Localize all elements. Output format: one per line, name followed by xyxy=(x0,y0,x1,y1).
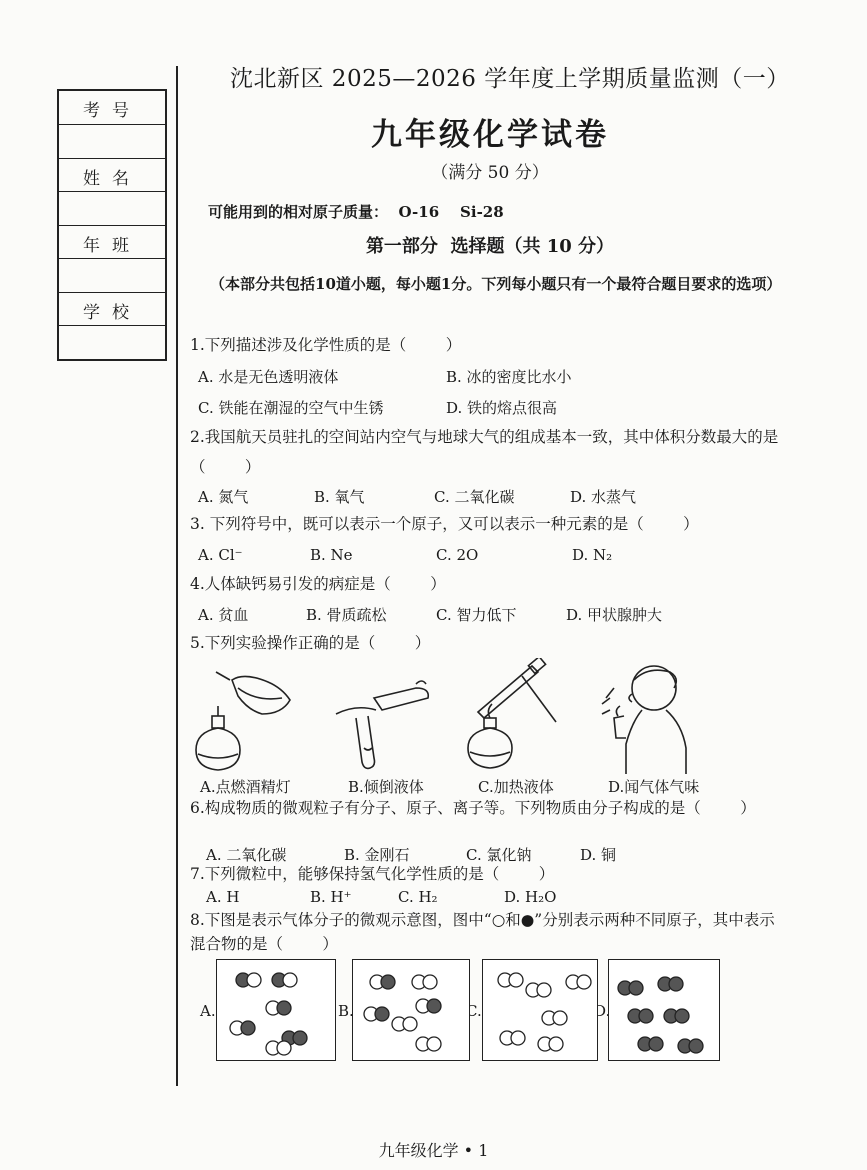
divider xyxy=(59,225,165,226)
question-stem: 2.我国航天员驻扎的空间站内空气与地球大气的组成基本一致，其中体积分数最大的是（ ） xyxy=(190,428,779,476)
molecule-panel-c xyxy=(482,959,598,1061)
figure-caption-a: A.点燃酒精灯 xyxy=(200,778,291,796)
lab-operation-figures xyxy=(186,658,706,776)
option-d: D. 铁的熔点很高 xyxy=(446,399,558,417)
option-a: A. H xyxy=(206,888,240,906)
page-footer: 九年级化学 • 1 xyxy=(378,1141,489,1160)
smelling-gas-figure xyxy=(602,666,686,774)
option-a: A. Cl⁻ xyxy=(198,546,243,564)
option-d: D. H₂O xyxy=(504,888,557,906)
figure-caption-b: B.倾倒液体 xyxy=(348,778,424,796)
figure-caption-c: C.加热液体 xyxy=(478,778,554,796)
atomic-mass-note: 可能用到的相对原子质量： O-16 Si-28 xyxy=(208,203,504,221)
school-label: 学校 xyxy=(83,303,141,323)
class-label: 年班 xyxy=(83,236,141,256)
option-a: A. 氮气 xyxy=(198,488,249,506)
option-a: A. xyxy=(200,1002,216,1020)
option-c: C. H₂ xyxy=(398,888,438,906)
question-stem: 1.下列描述涉及化学性质的是（ ） xyxy=(190,336,462,354)
option-c: C. xyxy=(466,1002,482,1020)
pouring-liquid-figure xyxy=(336,681,428,768)
section-title: 第一部分 选择题（共 10 分） xyxy=(365,236,615,257)
option-b: B. Ne xyxy=(310,546,353,564)
option-d: D. 甲状腺肿大 xyxy=(566,606,663,624)
question-stem: 4.人体缺钙易引发的病症是（ ） xyxy=(190,575,446,593)
option-c: C. 2O xyxy=(436,546,479,564)
molecule-panel-b xyxy=(352,959,470,1061)
option-a: A. 水是无色透明液体 xyxy=(198,368,339,386)
binding-line xyxy=(176,66,178,1086)
option-b: B. 骨质疏松 xyxy=(306,606,387,624)
option-c: C. 铁能在潮湿的空气中生锈 xyxy=(198,399,384,417)
exam-number-label: 考号 xyxy=(83,101,141,121)
full-score: （满分 50 分） xyxy=(431,163,549,183)
option-b: B. H⁺ xyxy=(310,888,352,906)
option-d: D. N₂ xyxy=(572,546,613,564)
option-a: A. 贫血 xyxy=(198,606,249,624)
molecule-panel-d xyxy=(608,959,720,1061)
option-c: C. 氯化钠 xyxy=(466,846,532,864)
option-c: C. 二氧化碳 xyxy=(434,488,515,506)
exam-title: 沈北新区 2025—2026 学年度上学期质量监测（一） xyxy=(230,66,790,92)
option-d: D. 水蒸气 xyxy=(570,488,637,506)
option-a: A. 二氧化碳 xyxy=(206,846,287,864)
option-b: B. 氧气 xyxy=(314,488,365,506)
option-b: B. xyxy=(338,1002,354,1020)
option-b: B. 冰的密度比水小 xyxy=(446,368,572,386)
name-label: 姓名 xyxy=(83,169,141,189)
option-d: D. xyxy=(594,1002,611,1020)
option-b: B. 金刚石 xyxy=(344,846,410,864)
molecule-panel-a xyxy=(216,959,336,1061)
question-stem: 6.构成物质的微观粒子有分子、原子、离子等。下列物质由分子构成的是（ ） xyxy=(190,799,756,817)
option-d: D. 铜 xyxy=(580,846,617,864)
divider xyxy=(59,325,165,326)
question-stem: 3. 下列符号中，既可以表示一个原子，又可以表示一种元素的是（ ） xyxy=(190,515,699,533)
question-stem: 7.下列微粒中，能够保持氢气化学性质的是（ ） xyxy=(190,865,555,883)
divider xyxy=(59,292,165,293)
section-instructions: （本部分共包括10道小题，每小题1分。下列每小题只有一个最符合题目要求的选项） xyxy=(210,275,782,293)
lighting-alcohol-lamp-figure xyxy=(196,672,290,770)
paper-title: 九年级化学试卷 xyxy=(371,117,609,153)
heating-liquid-figure xyxy=(468,658,556,768)
divider xyxy=(59,191,165,192)
question-stem: 5.下列实验操作正确的是（ ） xyxy=(190,634,431,652)
divider xyxy=(59,258,165,259)
question-stem: 8.下图是表示气体分子的微观示意图，图中“○和●”分别表示两种不同原子，其中表示混合物的是（ ） xyxy=(190,911,775,953)
option-c: C. 智力低下 xyxy=(436,606,517,624)
figure-caption-d: D.闻气体气味 xyxy=(608,778,700,796)
